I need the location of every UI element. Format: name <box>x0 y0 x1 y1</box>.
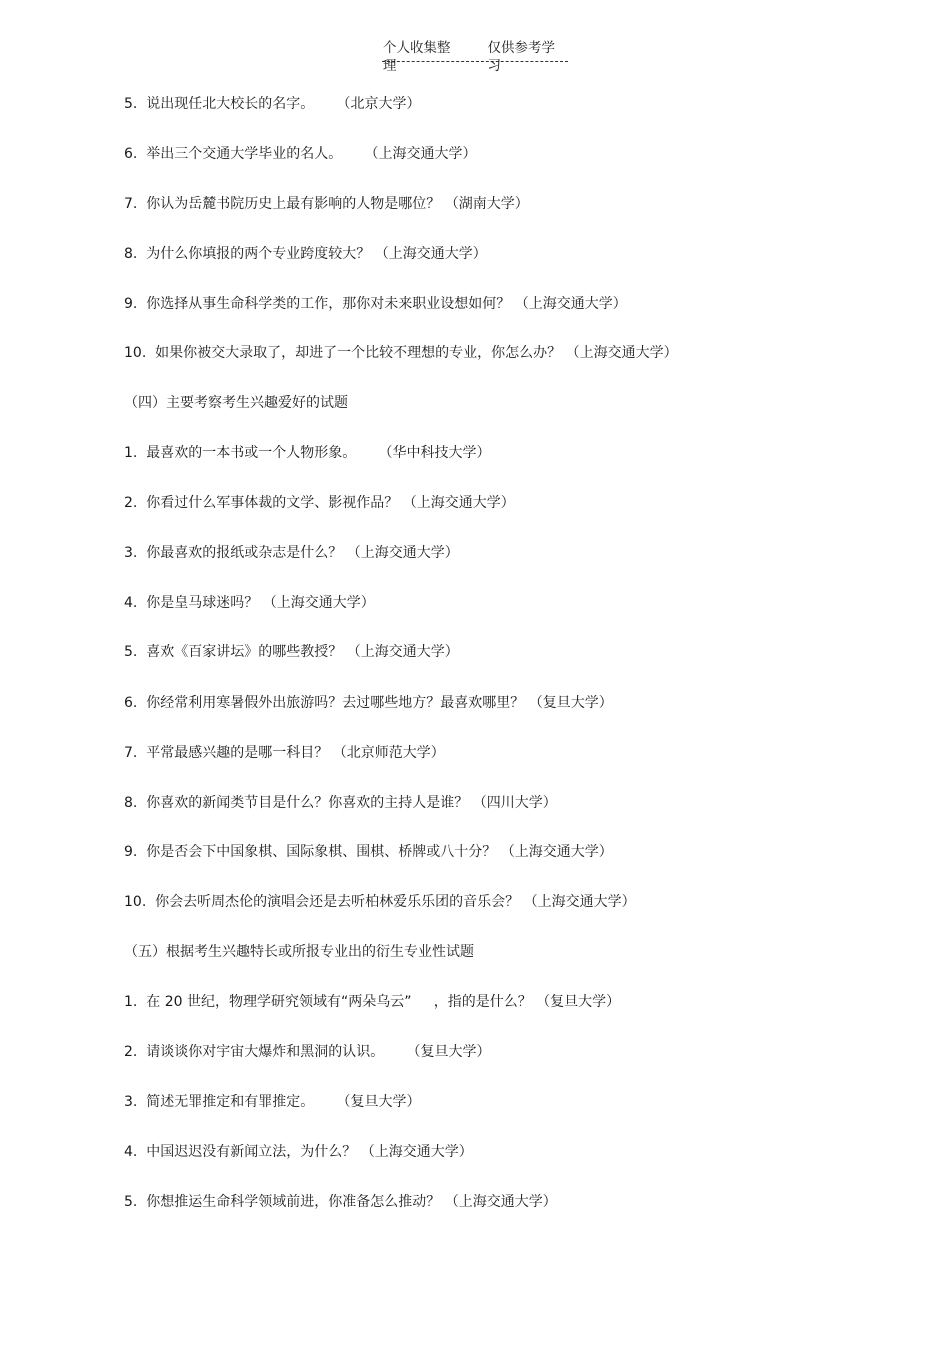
question-line: 3. 简述无罪推定和有罪推定。 （复旦大学） <box>124 1094 421 1110</box>
question-line: 9. 你是否会下中国象棋、国际象棋、围棋、桥牌或八十分？ （上海交通大学） <box>124 844 613 860</box>
section-heading: （五）根据考生兴趣特长或所报专业出的衍生专业性试题 <box>124 944 474 960</box>
question-line: 8. 为什么你填报的两个专业跨度较大？ （上海交通大学） <box>124 246 487 262</box>
question-line: 3. 你最喜欢的报纸或杂志是什么？ （上海交通大学） <box>124 545 459 561</box>
question-line: 10. 如果你被交大录取了，却进了一个比较不理想的专业，你怎么办？ （上海交通大学） <box>124 345 678 361</box>
question-line: 9. 你选择从事生命科学类的工作，那你对未来职业设想如何？ （上海交通大学） <box>124 296 627 312</box>
header-left-text: 个人收集整理 <box>383 40 451 74</box>
question-line: 6. 举出三个交通大学毕业的名人。 （上海交通大学） <box>124 146 477 162</box>
question-line: 4. 你是皇马球迷吗？ （上海交通大学） <box>124 595 375 611</box>
question-line: 5. 喜欢《百家讲坛》的哪些教授？ （上海交通大学） <box>124 644 459 660</box>
question-line: 7. 平常最感兴趣的是哪一科目？ （北京师范大学） <box>124 745 445 761</box>
section-heading: （四）主要考察考生兴趣爱好的试题 <box>124 395 348 411</box>
question-line: 7. 你认为岳麓书院历史上最有影响的人物是哪位？ （湖南大学） <box>124 196 529 212</box>
question-line: 1. 在 20 世纪，物理学研究领域有“两朵乌云” ，指的是什么？ （复旦大学） <box>124 994 621 1010</box>
question-line: 2. 你看过什么军事体裁的文学、影视作品？ （上海交通大学） <box>124 495 515 511</box>
question-line: 10. 你会去听周杰伦的演唱会还是去听柏林爱乐乐团的音乐会？ （上海交通大学） <box>124 894 636 910</box>
question-line: 1. 最喜欢的一本书或一个人物形象。 （华中科技大学） <box>124 445 491 461</box>
question-line: 6. 你经常利用寒暑假外出旅游吗？去过哪些地方？最喜欢哪里？ （复旦大学） <box>124 695 613 711</box>
question-line: 5. 你想推运生命科学领域前进，你准备怎么推动？ （上海交通大学） <box>124 1194 557 1210</box>
question-line: 2. 请谈谈你对宇宙大爆炸和黑洞的认识。 （复旦大学） <box>124 1044 491 1060</box>
page-header <box>382 39 568 74</box>
question-line: 4. 中国迟迟没有新闻立法，为什么？ （上海交通大学） <box>124 1144 473 1160</box>
header-right-text: 仅供参考学习 <box>487 40 555 74</box>
question-line: 5. 说出现任北大校长的名字。 （北京大学） <box>124 96 421 112</box>
question-line: 8. 你喜欢的新闻类节目是什么？你喜欢的主持人是谁？ （四川大学） <box>124 795 557 811</box>
